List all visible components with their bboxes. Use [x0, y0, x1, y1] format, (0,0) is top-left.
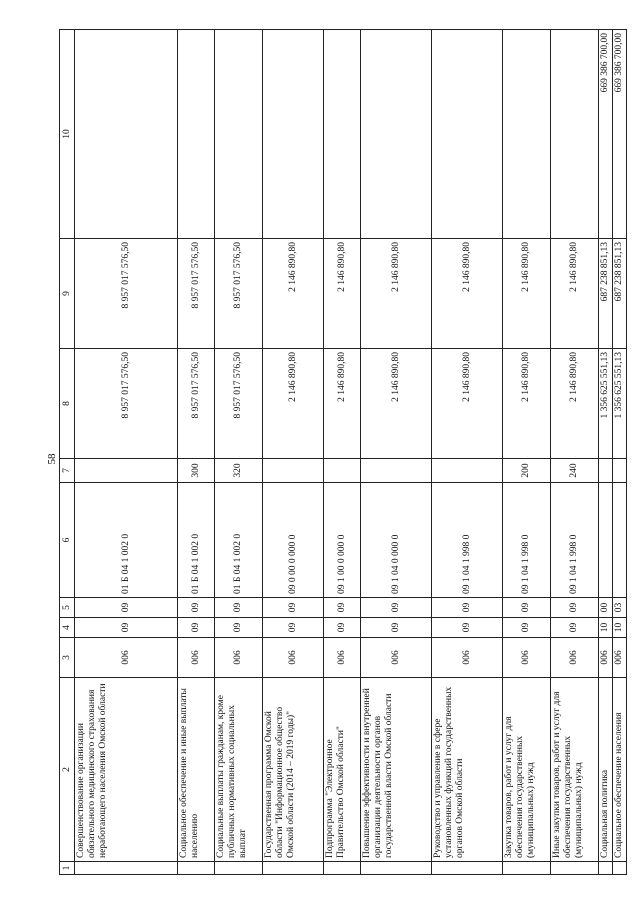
- col3-cell: 006: [503, 638, 551, 678]
- col6-cell: 01 Б 04 1 002 0: [215, 483, 263, 598]
- col8-cell: 2 146 890,80: [263, 349, 324, 459]
- col9-cell: 687 238 851,13: [599, 239, 613, 349]
- col8-cell: 2 146 890,80: [503, 349, 551, 459]
- row-name: Руководство и управление в сфере установленных функций государственных органов Омской области: [432, 678, 503, 862]
- col7-cell: [324, 459, 361, 483]
- col6-cell: 09 1 04 1 998 0: [551, 483, 599, 598]
- col10-cell: [324, 30, 361, 239]
- col3-cell: 006: [361, 638, 432, 678]
- col10-cell: [432, 30, 503, 239]
- col7-cell: 240: [551, 459, 599, 483]
- col4-cell: 09: [361, 618, 432, 638]
- col8-cell: 8 957 017 576,50: [75, 349, 178, 459]
- col8-cell: 1 356 625 551,13: [599, 349, 613, 459]
- col10-cell: 669 386 700,00: [613, 30, 627, 239]
- table-row: [503, 30, 551, 875]
- col9-cell: 8 957 017 576,50: [215, 239, 263, 349]
- row-index-cell: [263, 862, 324, 875]
- row-name: Иные закупки товаров, работ и услуг для обеспечения государственных (муниципальных) нужд: [551, 678, 599, 862]
- col9-cell: 2 146 890,80: [361, 239, 432, 349]
- header-cell: 10: [60, 30, 75, 239]
- col7-cell: [75, 459, 178, 483]
- row-name: Социальные выплаты гражданам, кроме публичных нормативных социальных выплат: [215, 678, 263, 862]
- row-index-cell: [551, 862, 599, 875]
- col9-cell: 8 957 017 576,50: [75, 239, 178, 349]
- table-row: [599, 30, 613, 875]
- row-name: Закупка товаров, работ и услуг для обеспечения государственных (муниципальных) нужд: [503, 678, 551, 862]
- row-index-cell: [599, 862, 613, 875]
- row-name: Социальная политика: [599, 678, 613, 862]
- col4-cell: 09: [432, 618, 503, 638]
- col8-cell: 2 146 890,80: [551, 349, 599, 459]
- row-name: Повышение эффективности и внутренней организации деятельности органов государственной власти Омской области: [361, 678, 432, 862]
- col6-cell: 09 1 04 0 000 0: [361, 483, 432, 598]
- table-row: [215, 30, 263, 875]
- col9-cell: 2 146 890,80: [324, 239, 361, 349]
- budget-table: [59, 29, 627, 875]
- col10-cell: [503, 30, 551, 239]
- col10-cell: [215, 30, 263, 239]
- col3-cell: 006: [178, 638, 215, 678]
- col8-cell: 2 146 890,80: [361, 349, 432, 459]
- col6-cell: 09 1 04 1 998 0: [503, 483, 551, 598]
- col10-cell: [551, 30, 599, 239]
- rotated-page: [59, 30, 624, 875]
- col3-cell: 006: [75, 638, 178, 678]
- row-index-cell: [75, 862, 178, 875]
- col5-cell: 09: [503, 598, 551, 618]
- col7-cell: 200: [503, 459, 551, 483]
- col7-cell: [361, 459, 432, 483]
- table-row: [361, 30, 432, 875]
- col6-cell: 01 Б 04 1 002 0: [178, 483, 215, 598]
- col10-cell: [178, 30, 215, 239]
- row-index-cell: [215, 862, 263, 875]
- col4-cell: 09: [551, 618, 599, 638]
- col10-cell: [263, 30, 324, 239]
- col5-cell: 03: [613, 598, 627, 618]
- header-cell: 3: [60, 638, 75, 678]
- row-name: Социальное обеспечение и иные выплаты населению: [178, 678, 215, 862]
- col6-cell: 01 Б 04 1 002 0: [75, 483, 178, 598]
- col4-cell: 09: [178, 618, 215, 638]
- row-index-cell: [324, 862, 361, 875]
- page-number: 58: [46, 453, 58, 465]
- col5-cell: 09: [215, 598, 263, 618]
- col6-cell: [599, 483, 613, 598]
- row-index-cell: [178, 862, 215, 875]
- col9-cell: 2 146 890,80: [263, 239, 324, 349]
- col10-cell: 669 386 700,00: [599, 30, 613, 239]
- col3-cell: 006: [324, 638, 361, 678]
- col7-cell: [432, 459, 503, 483]
- col3-cell: 006: [599, 638, 613, 678]
- col4-cell: 09: [324, 618, 361, 638]
- table-row: [432, 30, 503, 875]
- col8-cell: 2 146 890,80: [432, 349, 503, 459]
- header-row: [60, 30, 75, 875]
- row-index-cell: [613, 862, 627, 875]
- col6-cell: [613, 483, 627, 598]
- col6-cell: 09 0 00 0 000 0: [263, 483, 324, 598]
- row-name: Подпрограмма "Электронное Правительство Омской области": [324, 678, 361, 862]
- col3-cell: 006: [263, 638, 324, 678]
- col5-cell: 09: [324, 598, 361, 618]
- col3-cell: 006: [551, 638, 599, 678]
- col8-cell: 1 356 625 551,13: [613, 349, 627, 459]
- table-row: [613, 30, 627, 875]
- col5-cell: 09: [263, 598, 324, 618]
- col6-cell: 09 1 00 0 000 0: [324, 483, 361, 598]
- col3-cell: 006: [215, 638, 263, 678]
- col3-cell: 006: [613, 638, 627, 678]
- col9-cell: 687 238 851,13: [613, 239, 627, 349]
- col5-cell: 09: [178, 598, 215, 618]
- col5-cell: 09: [75, 598, 178, 618]
- col5-cell: 00: [599, 598, 613, 618]
- col8-cell: 8 957 017 576,50: [215, 349, 263, 459]
- header-cell: 2: [60, 678, 75, 862]
- table-row: [551, 30, 599, 875]
- col9-cell: 2 146 890,80: [503, 239, 551, 349]
- col6-cell: 09 1 04 1 998 0: [432, 483, 503, 598]
- col4-cell: 09: [215, 618, 263, 638]
- row-index-cell: [361, 862, 432, 875]
- col4-cell: 09: [503, 618, 551, 638]
- col4-cell: 10: [613, 618, 627, 638]
- header-cell: 8: [60, 349, 75, 459]
- header-cell: 9: [60, 239, 75, 349]
- col7-cell: 320: [215, 459, 263, 483]
- row-index-cell: [432, 862, 503, 875]
- col10-cell: [75, 30, 178, 239]
- col5-cell: 09: [551, 598, 599, 618]
- col7-cell: [599, 459, 613, 483]
- header-cell: 5: [60, 598, 75, 618]
- table-row: [75, 30, 178, 875]
- col9-cell: 2 146 890,80: [432, 239, 503, 349]
- col8-cell: 8 957 017 576,50: [178, 349, 215, 459]
- col9-cell: 2 146 890,80: [551, 239, 599, 349]
- col5-cell: 09: [432, 598, 503, 618]
- col4-cell: 09: [75, 618, 178, 638]
- col7-cell: [613, 459, 627, 483]
- header-cell: 4: [60, 618, 75, 638]
- table-row: [324, 30, 361, 875]
- header-cell: 1: [60, 862, 75, 875]
- row-index-cell: [503, 862, 551, 875]
- row-name: Совершенствование организации обязательного медицинского страхования неработающего населения Омской области: [75, 678, 178, 862]
- col5-cell: 09: [361, 598, 432, 618]
- table-row: [178, 30, 215, 875]
- col7-cell: [263, 459, 324, 483]
- col9-cell: 8 957 017 576,50: [178, 239, 215, 349]
- col4-cell: 10: [599, 618, 613, 638]
- row-name: Государственная программа Омской области "Информационное общество Омской области (2014 – 2019 годы)": [263, 678, 324, 862]
- col10-cell: [361, 30, 432, 239]
- col3-cell: 006: [432, 638, 503, 678]
- col7-cell: 300: [178, 459, 215, 483]
- header-cell: 6: [60, 483, 75, 598]
- row-name: Социальное обеспечение населения: [613, 678, 627, 862]
- col8-cell: 2 146 890,80: [324, 349, 361, 459]
- header-cell: 7: [60, 459, 75, 483]
- col4-cell: 09: [263, 618, 324, 638]
- table-row: [263, 30, 324, 875]
